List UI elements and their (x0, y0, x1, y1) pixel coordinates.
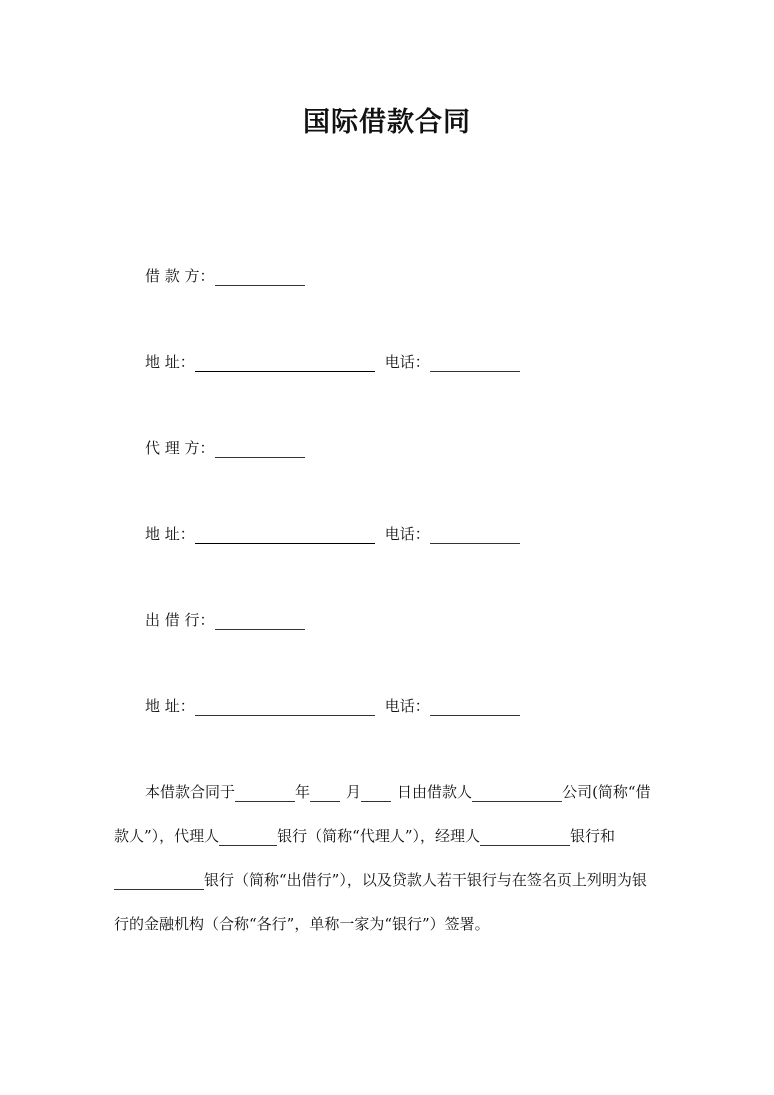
agent-address-label: 地 址： (145, 525, 195, 543)
lender-address-label: 地 址： (145, 697, 195, 715)
agent-blank[interactable] (215, 443, 305, 458)
para-text: 银行和 (570, 827, 616, 845)
agent-phone-blank[interactable] (430, 529, 520, 544)
para-text: 银行（简称“出借行”），以及贷款人若干银行与在签名页上列明为银 (204, 871, 647, 889)
lender-row (145, 610, 305, 630)
para-text: 公司(简称“借 (562, 783, 651, 801)
borrower-phone-blank[interactable] (430, 357, 520, 372)
lender-address-row (145, 696, 520, 716)
paragraph-line-2 (114, 826, 662, 846)
borrower-phone-label: 电话： (384, 353, 430, 371)
agent-address-row (145, 524, 520, 544)
lender-bank-blank[interactable] (114, 875, 204, 890)
agent-label: 代 理 方： (145, 439, 215, 457)
agent-address-blank[interactable] (195, 529, 375, 544)
para-text: 款人”），代理人 (114, 827, 220, 845)
para-text: 日由借款人 (397, 783, 473, 801)
borrower-company-blank[interactable] (472, 787, 562, 802)
borrower-address-row (145, 352, 520, 372)
borrower-blank[interactable] (215, 271, 305, 286)
para-text: 银行（简称“代理人”），经理人 (277, 827, 481, 845)
borrower-address-blank[interactable] (195, 357, 375, 372)
agent-bank-blank[interactable] (219, 831, 277, 846)
manager-bank-blank[interactable] (480, 831, 570, 846)
agent-phone-label: 电话： (384, 525, 430, 543)
paragraph-line-4 (114, 914, 662, 934)
lender-phone-blank[interactable] (430, 701, 520, 716)
date-month-blank[interactable] (310, 787, 340, 802)
lender-label: 出 借 行： (145, 611, 215, 629)
borrower-address-label: 地 址： (145, 353, 195, 371)
lender-address-blank[interactable] (195, 701, 375, 716)
paragraph-line-3 (114, 870, 662, 890)
para-text: 月 (346, 783, 362, 801)
lender-phone-label: 电话： (384, 697, 430, 715)
agent-row (145, 438, 305, 458)
date-day-blank[interactable] (361, 787, 391, 802)
document-title: 国际借款合同 (303, 107, 471, 138)
date-year-blank[interactable] (235, 787, 295, 802)
lender-blank[interactable] (215, 615, 305, 630)
para-text: 年 (295, 783, 311, 801)
para-text: 行的金融机构（合称“各行”，单称一家为“银行”）签署。 (114, 915, 490, 933)
borrower-row (145, 266, 305, 286)
borrower-label: 借 款 方： (145, 267, 215, 285)
paragraph-line-1 (114, 782, 662, 802)
para-text: 本借款合同于 (145, 783, 236, 801)
